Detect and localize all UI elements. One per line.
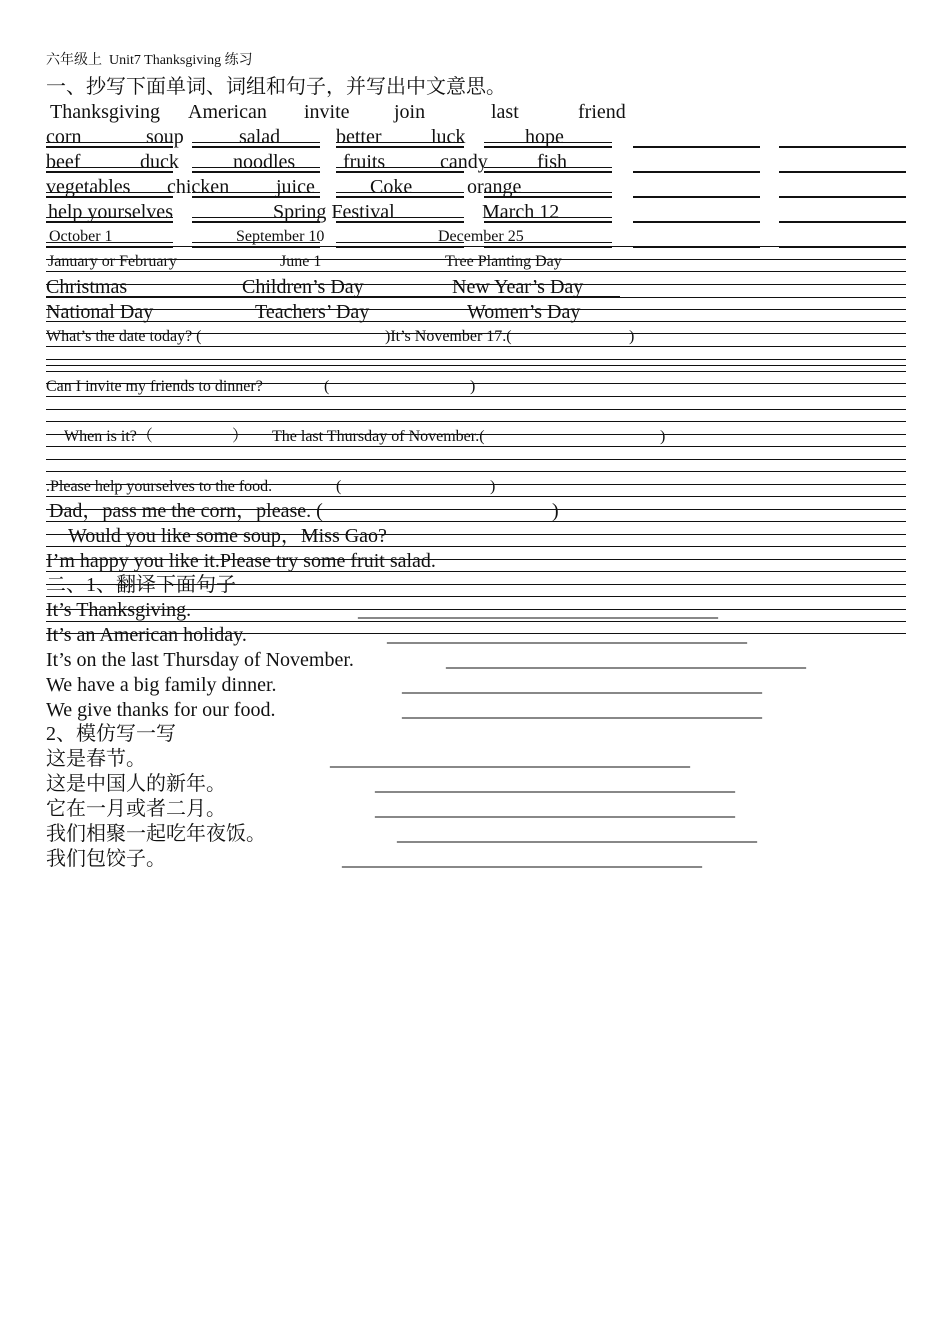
date-december-25: December 25: [438, 228, 524, 245]
rule-line: [46, 633, 906, 634]
rule-line: [46, 584, 906, 585]
rule-line: [46, 297, 906, 298]
rule-line: [46, 509, 906, 510]
worksheet-title: 六年级上 Unit7 Thanksgiving 练习: [46, 53, 253, 68]
word-noodles: noodles: [233, 151, 296, 173]
sentence-its-thanksgiving: It’s Thanksgiving.: [46, 599, 192, 621]
paren-close: ): [470, 378, 476, 395]
rule-line: [336, 167, 464, 168]
rule-line: [46, 221, 173, 223]
sentence-american-holiday: It’s an American holiday.: [46, 624, 247, 646]
rule-line: [336, 217, 464, 218]
sentence-last-thursday: The last Thursday of November.(: [272, 428, 485, 445]
rule-line: [484, 167, 612, 168]
rule-line: [46, 571, 906, 572]
paren-close: ）: [232, 428, 249, 445]
rule-line: [484, 142, 612, 143]
rule-line: [484, 242, 612, 243]
holiday-christmas: Christmas: [46, 276, 128, 298]
sentence-pass-corn: Dad，pass me the corn，please. (: [49, 500, 323, 522]
rule-line: [46, 142, 173, 143]
rule-line: [46, 396, 906, 397]
answer-blank[interactable]: ____________________________________: [387, 624, 747, 646]
sentence-date-today: What’s the date today? (: [46, 328, 202, 345]
rule-line: [46, 271, 620, 272]
rule-line: [46, 296, 620, 297]
rule-line: [46, 534, 906, 535]
answer-blank[interactable]: ____________________________________: [375, 773, 735, 795]
rule-line: [46, 359, 906, 360]
word-join: join: [394, 101, 426, 123]
word-candy: candy: [440, 151, 488, 173]
rule-line: [192, 242, 320, 243]
answer-blank[interactable]: ____________________________________: [375, 798, 735, 820]
word-friend: friend: [578, 101, 626, 123]
sentence-invite-friends: Can I invite my friends to dinner?: [46, 378, 263, 395]
holiday-national-day: National Day: [46, 301, 154, 323]
paren-open: (: [324, 378, 330, 395]
rule-line: [46, 167, 173, 168]
rule-line: [336, 171, 464, 173]
phrase-tree-planting-day: Tree Planting Day: [445, 253, 562, 270]
word-duck: duck: [140, 151, 179, 173]
rule-line: [46, 484, 906, 485]
paren-close: ): [660, 428, 666, 445]
rule-line: [336, 192, 464, 193]
word-orange: orange: [467, 176, 522, 198]
rule-line: [192, 196, 320, 198]
word-chicken: chicken: [167, 176, 230, 198]
word-better: better: [336, 126, 382, 148]
rule-line: [46, 321, 620, 322]
holiday-childrens-day: Children’s Day: [242, 276, 364, 298]
rule-line: [46, 284, 906, 285]
date-january-or-february: January or February: [48, 253, 177, 270]
word-soup: soup: [146, 126, 184, 148]
rule-line: [484, 221, 612, 223]
sentence-family-dinner: We have a big family dinner.: [46, 674, 277, 696]
word-hope: hope: [525, 126, 564, 148]
rule-line: [46, 546, 906, 547]
rule-line: [46, 609, 906, 610]
rule-line: [46, 309, 906, 310]
word-coke: Coke: [370, 176, 413, 198]
rule-line: [779, 171, 906, 173]
answer-blank[interactable]: ____________________________________: [330, 748, 690, 770]
rule-line: [46, 446, 906, 447]
answer-blank[interactable]: ____________________________________: [397, 823, 757, 845]
rule-line: [46, 421, 906, 422]
sentence-give-thanks: We give thanks for our food.: [46, 699, 276, 721]
rule-line: [779, 146, 906, 148]
sentence-fruit-salad: I’m happy you like it.Please try some fruit salad.: [46, 550, 436, 572]
answer-blank[interactable]: ____________________________________: [446, 649, 806, 671]
rule-line: [192, 171, 320, 173]
rule-line: [46, 259, 906, 260]
paren-close: ): [629, 328, 635, 345]
word-last: last: [491, 101, 519, 123]
rule-line: [46, 196, 173, 198]
word-salad: salad: [239, 126, 281, 148]
rule-line: [336, 196, 464, 198]
rule-line: [46, 496, 906, 497]
sentence-when-is-it: When is it?（: [64, 428, 153, 445]
rule-line: [46, 333, 906, 334]
rule-line: [46, 242, 173, 243]
paren-open: (: [336, 478, 342, 495]
answer-blank[interactable]: ____________________________________: [342, 848, 702, 870]
rule-line: [336, 221, 464, 223]
rule-line: [633, 196, 760, 198]
rule-line: [484, 217, 612, 218]
rule-line: [633, 171, 760, 173]
rule-line: [46, 171, 173, 173]
word-juice: juice: [276, 176, 315, 198]
sentence-soup-miss-gao: Would you like some soup，Miss Gao?: [68, 525, 387, 547]
date-october-1: October 1: [49, 228, 113, 245]
rule-line: [192, 142, 320, 143]
rule-line: [46, 559, 906, 560]
rule-line: [336, 242, 464, 243]
rule-line: [46, 521, 906, 522]
chinese-sentence-4: 我们相聚一起吃年夜饭。: [46, 823, 266, 845]
date-september-10: September 10: [236, 228, 325, 245]
rule-line: [633, 221, 760, 223]
rule-line: [46, 246, 906, 247]
sentence-november-17: )It’s November 17.(: [385, 328, 512, 345]
word-luck: luck: [431, 126, 466, 148]
word-vegetables: vegetables: [46, 176, 131, 198]
rule-line: [484, 146, 612, 148]
holiday-womens-day: Women’s Day: [467, 301, 581, 323]
rule-line: [484, 192, 612, 193]
rule-line: [484, 196, 612, 198]
subsection2-heading: 2、模仿写一写: [46, 723, 176, 745]
section2-heading: 二、1、翻译下面句子: [46, 574, 236, 596]
date-june-1: June 1: [280, 253, 322, 270]
rule-line: [46, 621, 906, 622]
rule-line: [46, 383, 906, 384]
rule-line: [484, 171, 612, 173]
holiday-teachers-day: Teachers’ Day: [255, 301, 370, 323]
rule-line: [46, 346, 620, 347]
rule-line: [192, 192, 320, 193]
phrase-help-yourselves: help yourselves: [48, 201, 173, 223]
chinese-sentence-2: 这是中国人的新年。: [46, 773, 226, 795]
sentence-help-yourselves: .Please help yourselves to the food.: [46, 478, 273, 495]
chinese-sentence-5: 我们包饺子。: [46, 848, 166, 870]
word-american: American: [188, 101, 267, 123]
paren-close: ): [552, 500, 559, 522]
paren-close: ): [490, 478, 496, 495]
word-fruits: fruits: [343, 151, 386, 173]
rule-line: [46, 371, 906, 372]
rule-line: [46, 459, 906, 460]
chinese-sentence-1: 这是春节。: [46, 748, 146, 770]
answer-blank[interactable]: ____________________________________: [402, 699, 762, 721]
date-march-12: March 12: [482, 201, 560, 223]
word-corn: corn: [46, 126, 82, 148]
rule-line: [779, 196, 906, 198]
word-invite: invite: [304, 101, 350, 123]
rule-line: [46, 146, 173, 148]
answer-blank[interactable]: ____________________________________: [402, 674, 762, 696]
word-thanksgiving: Thanksgiving: [50, 101, 160, 123]
rule-line: [46, 471, 906, 472]
rule-line: [46, 217, 173, 218]
holiday-new-years-day: New Year’s Day: [452, 276, 584, 298]
rule-line: [192, 221, 320, 223]
rule-line: [46, 409, 906, 410]
sentence-last-thursday-november: It’s on the last Thursday of November.: [46, 649, 354, 671]
rule-line: [46, 596, 906, 597]
rule-line: [46, 365, 906, 366]
rule-line: [336, 142, 464, 143]
rule-line: [633, 146, 760, 148]
rule-line: [779, 221, 906, 223]
rule-line: [192, 167, 320, 168]
word-beef: beef: [46, 151, 81, 173]
word-fish: fish: [537, 151, 567, 173]
answer-blank[interactable]: ____________________________________: [358, 599, 718, 621]
rule-line: [192, 217, 320, 218]
rule-line: [46, 192, 173, 193]
rule-line: [46, 434, 906, 435]
rule-line: [192, 146, 320, 148]
rule-line: [336, 146, 464, 148]
chinese-sentence-3: 它在一月或者二月。: [46, 798, 226, 820]
phrase-spring-festival: Spring Festival: [273, 201, 395, 223]
section1-heading: 一、抄写下面单词、词组和句子，并写出中文意思。: [46, 76, 506, 98]
